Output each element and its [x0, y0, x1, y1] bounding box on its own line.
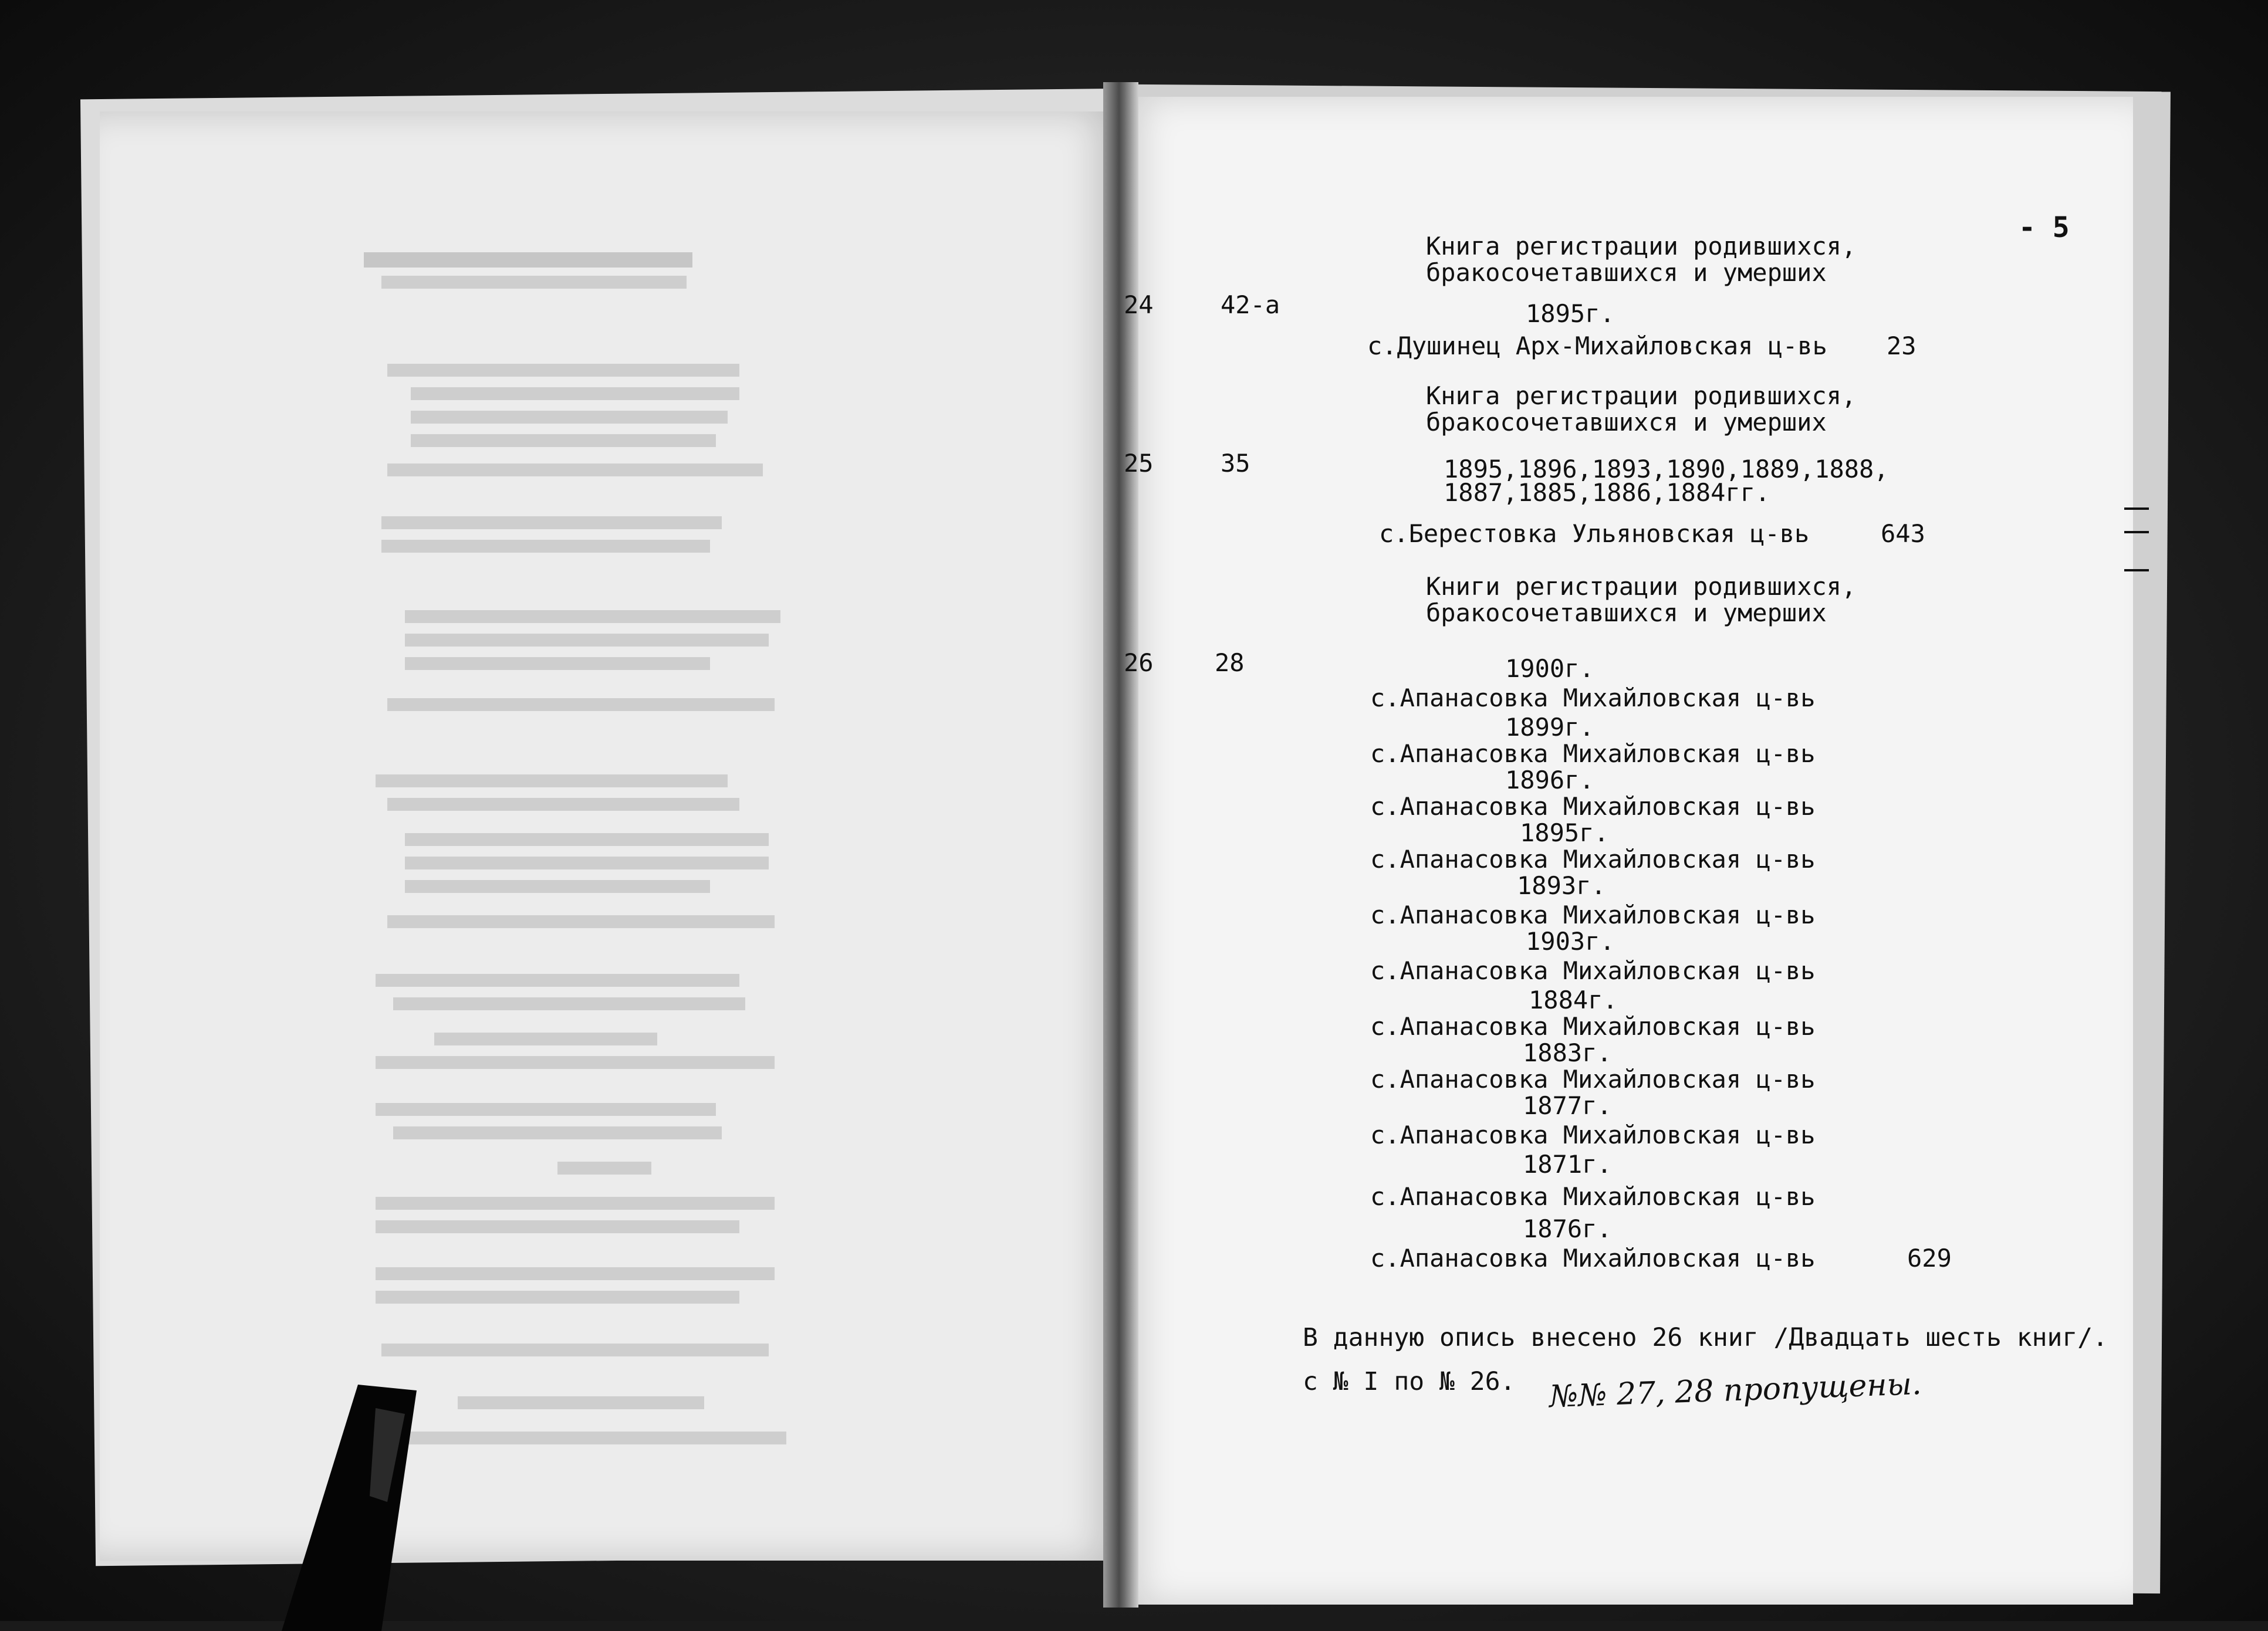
- sub-place: с.Апанасовка Михайловская ц-вь: [1370, 683, 1816, 712]
- sub-year: 1877г.: [1523, 1091, 1612, 1120]
- sub-place: с.Апанасовка Михайловская ц-вь: [1370, 1012, 1816, 1041]
- entry-number: 24: [1124, 290, 1154, 319]
- summary-line: В данную опись внесено 26 книг /Двадцать шесть книг/.: [1303, 1323, 2108, 1352]
- sub-place: с.Апанасовка Михайловская ц-вь: [1370, 1182, 1816, 1211]
- sub-year: 1876г.: [1523, 1214, 1612, 1243]
- sub-year: 1899г.: [1505, 713, 1594, 742]
- item-number: 42-а: [1221, 290, 1280, 319]
- sub-year: 1893г.: [1517, 871, 1606, 900]
- margin-mark: [2124, 569, 2149, 571]
- sub-place: с.Апанасовка Михайловская ц-вь: [1370, 1244, 1816, 1273]
- black-object: [282, 1385, 493, 1631]
- sub-place: с.Апанасовка Михайловская ц-вь: [1370, 792, 1816, 821]
- sub-place: с.Апанасовка Михайловская ц-вь: [1370, 956, 1816, 985]
- sub-year: 1884г.: [1529, 986, 1618, 1014]
- margin-mark: [2124, 507, 2149, 510]
- margin-mark: [2124, 531, 2149, 533]
- summary-range: с № I по № 26.: [1303, 1367, 1516, 1396]
- entry-place: с.Берестовка Ульяновская ц-вь: [1379, 519, 1810, 548]
- entry-heading: Книга регистрации родившихся,: [1426, 232, 1857, 260]
- page-count: 23: [1887, 331, 1917, 360]
- sub-year: 1903г.: [1526, 927, 1615, 956]
- entry-years: 1895г.: [1526, 299, 1615, 328]
- sub-place: с.Апанасовка Михайловская ц-вь: [1370, 1065, 1816, 1094]
- sub-year: 1883г.: [1523, 1038, 1612, 1067]
- page-number: - 5: [2019, 211, 2070, 244]
- entry-heading: Книги регистрации родившихся,: [1426, 572, 1857, 601]
- item-number: 35: [1221, 449, 1250, 478]
- sub-year: 1896г.: [1505, 766, 1594, 794]
- sub-year: 1895г.: [1520, 818, 1609, 847]
- page-count: 629: [1907, 1244, 1952, 1273]
- entry-heading: Книга регистрации родившихся,: [1426, 381, 1857, 410]
- page-count: 643: [1881, 519, 1925, 548]
- sub-year: 1900г.: [1505, 654, 1594, 683]
- sub-year: 1871г.: [1523, 1150, 1612, 1179]
- sub-place: с.Апанасовка Михайловская ц-вь: [1370, 845, 1816, 874]
- entry-number: 26: [1124, 648, 1154, 677]
- entry-number: 25: [1124, 449, 1154, 478]
- item-number: 28: [1215, 648, 1245, 677]
- handwritten-note: №№ 27, 28 пропущены.: [1549, 1366, 1922, 1415]
- entry-heading: бракосочетавшихся и умерших: [1426, 408, 1827, 436]
- sub-place: с.Апанасовка Михайловская ц-вь: [1370, 901, 1816, 929]
- entry-years: 1887,1885,1886,1884гг.: [1444, 478, 1770, 507]
- entry-heading: бракосочетавшихся и умерших: [1426, 598, 1827, 627]
- sub-place: с.Апанасовка Михайловская ц-вь: [1370, 739, 1816, 768]
- entry-years: 1895,1896,1893,1890,1889,1888,: [1444, 455, 1889, 483]
- entry-heading: бракосочетавшихся и умерших: [1426, 258, 1827, 287]
- entry-place: с.Душинец Арх-Михайловская ц-вь: [1367, 331, 1827, 360]
- sub-place: с.Апанасовка Михайловская ц-вь: [1370, 1121, 1816, 1149]
